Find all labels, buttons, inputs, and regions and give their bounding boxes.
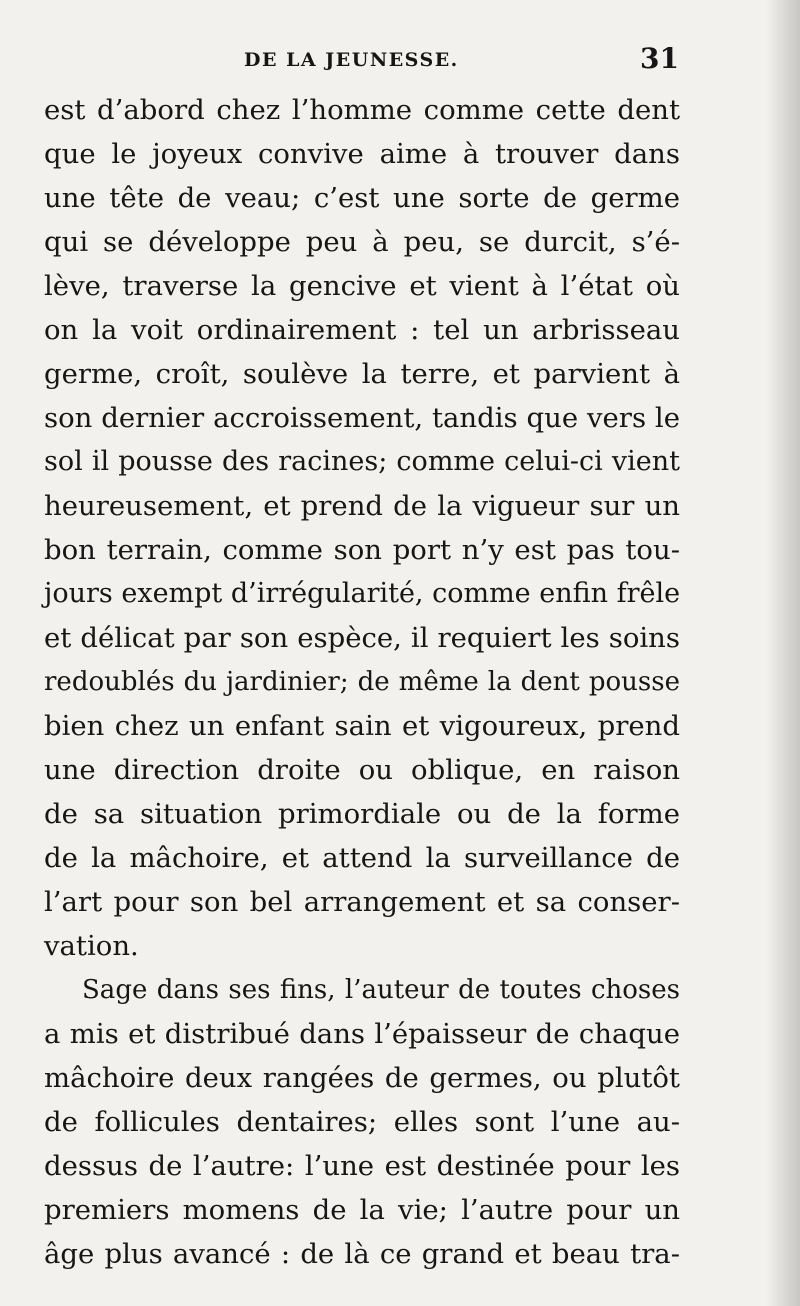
text-line: premiers momens de la vie; l’autre pour un	[44, 1194, 680, 1226]
paragraph-1	[44, 88, 680, 968]
text-line: heureusement, et prend de la vigueur sur un	[44, 490, 680, 522]
text-line: qui se développe peu à peu, se durcit, s’é-	[44, 226, 680, 258]
text-line: dessus de l’autre: l’une est destinée pour les	[44, 1150, 680, 1182]
text-line: germe, croît, soulève la terre, et parvient à	[44, 358, 680, 390]
text-line: son dernier accroissement, tandis que vers le	[44, 402, 680, 434]
text-line: une tête de veau; c’est une sorte de germe	[44, 182, 680, 214]
text-line: a mis et distribué dans l’épaisseur de chaque	[44, 1018, 680, 1050]
page-number: 31	[640, 42, 679, 75]
text-line: est d’abord chez l’homme comme cette dent	[44, 94, 680, 126]
text-line: lève, traverse la gencive et vient à l’état où	[44, 270, 680, 302]
page-header	[0, 42, 800, 82]
text-line: que le joyeux convive aime à trouver dans	[44, 138, 680, 170]
text-line: mâchoire deux rangées de germes, ou plutôt	[44, 1062, 680, 1094]
text-line: de follicules dentaires; elles sont l’une au-	[44, 1106, 680, 1138]
text-line: de la mâchoire, et attend la surveillance de	[44, 842, 680, 874]
text-line: une direction droite ou oblique, en raison	[44, 754, 680, 786]
text-line: et délicat par son espèce, il requiert les soins	[44, 622, 680, 654]
text-line: vation.	[44, 930, 139, 962]
text-line: de sa situation primordiale ou de la forme	[44, 798, 680, 830]
text-line: jours exempt d’irrégularité, comme enfin frêle	[44, 578, 681, 609]
text-line: âge plus avancé : de là ce grand et beau tra-	[44, 1238, 680, 1270]
text-line: l’art pour son bel arrangement et sa conser-	[44, 886, 680, 918]
paragraph-2	[44, 968, 680, 1276]
running-head: DE LA JEUNESSE.	[244, 49, 459, 71]
text-line: Sage dans ses fins, l’auteur de toutes choses	[82, 975, 680, 1005]
page-body	[44, 88, 680, 1276]
text-line: on la voit ordinairement : tel un arbrisseau	[44, 314, 680, 346]
text-line: sol il pousse des racines; comme celui-ci vient	[44, 446, 680, 477]
page-edge-shadow	[766, 0, 800, 1306]
text-line: bien chez un enfant sain et vigoureux, prend	[44, 710, 680, 742]
text-line: redoublés du jardinier; de même la dent pousse	[44, 667, 680, 697]
text-line: bon terrain, comme son port n’y est pas tou-	[44, 534, 680, 566]
